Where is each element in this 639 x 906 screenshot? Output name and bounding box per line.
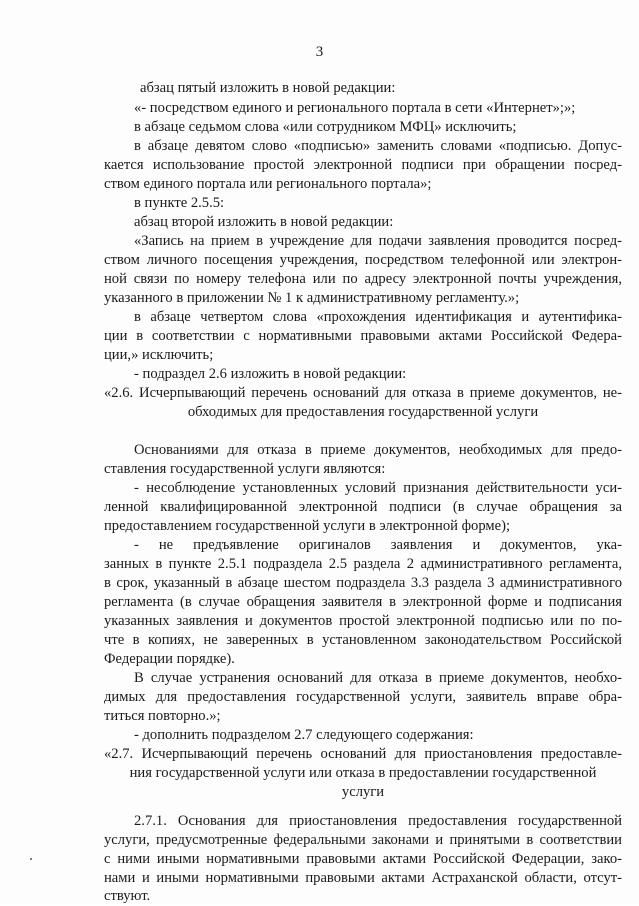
text-line: ством личного посещения учреждения, посредством телефонной или электрон- <box>104 252 622 268</box>
text-line: «- посредством единого и регионального портала в сети «Интернет»;»; <box>134 100 576 116</box>
text-line: регламента (в случае обращения заявителя в электронной форме и подписания <box>104 594 622 610</box>
text-line: ставления государственной услуги являются: <box>104 461 386 477</box>
text-line: димых для предоставления государственной услуги, заявитель вправе обра- <box>104 689 622 705</box>
text-line: - дополнить подразделом 2.7 следующего содержания: <box>134 727 474 743</box>
section-heading: «2.7. Исчерпывающий перечень оснований для приостановления предоставле- <box>104 746 622 762</box>
section-heading: услуги <box>341 784 385 800</box>
scan-speck <box>30 858 32 860</box>
text-line: кается использование простой электронной подписи при обращении посред- <box>104 157 622 173</box>
text-line: услуги, предусмотренные федеральными законами и принятыми в соответствии <box>104 832 622 848</box>
text-line: «Запись на прием в учреждение для подачи заявления проводится посред- <box>134 233 622 249</box>
text-line: указанных заявления и документов простой электронной подписью или по по- <box>104 613 622 629</box>
text-line: ленной квалифицированной электронной подписи (в случае обращения за <box>104 499 622 515</box>
text-line: абзац второй изложить в новой редакции: <box>134 214 394 230</box>
text-line: занных в пункте 2.5.1 подраздела 2.5 раздела 2 административного регламента, <box>104 556 622 572</box>
text-line: 2.7.1. Основания для приостановления предоставления государственной <box>134 813 622 829</box>
text-line: в пункте 2.5.5: <box>134 195 225 211</box>
text-line: - несоблюдение установленных условий признания действительности уси- <box>134 480 622 496</box>
text-line: в срок, указанный в абзаце шестом подраздела 3.3 раздела 3 административного <box>104 575 622 591</box>
text-line: чте в копиях, не заверенных в установленном законодательством Российской <box>104 632 622 648</box>
page-number: 3 <box>315 44 324 60</box>
text-line: нами и иными нормативными правовыми актами Астраханской области, отсут- <box>104 870 622 886</box>
text-line: титься повторно.»; <box>104 708 221 724</box>
section-heading: ния государственной услуги или отказа в предоставлении государственной <box>129 765 597 781</box>
text-line: предоставлением государственной услуги в электронной форме); <box>104 518 511 534</box>
section-heading: обходимых для предоставления государственной услуги <box>187 404 539 420</box>
text-line: ством единого портала или регионального портала»; <box>104 176 432 192</box>
text-line: указанного в приложении № 1 к административному регламенту.»; <box>104 290 520 306</box>
text-line: в абзаце седьмом слова «или сотрудником МФЦ» исключить; <box>134 119 517 135</box>
text-line: ции,» исключить; <box>104 347 214 363</box>
text-line: В случае устранения оснований для отказа в приеме документов, необхо- <box>134 670 622 686</box>
text-line: с ними иными нормативными правовыми актами Российской Федерации, зако- <box>104 851 622 867</box>
text-line: ной связи по номеру телефона или по адресу электронной почты учреждения, <box>104 271 622 287</box>
text-line: в абзаце девятом слово «подписью» заменить словами «подписью. Допус- <box>134 138 622 154</box>
text-line: Основаниями для отказа в приеме документов, необходимых для предо- <box>134 442 622 458</box>
text-line: абзац пятый изложить в новой редакции: <box>140 80 396 96</box>
text-line: ствуют. <box>104 888 151 904</box>
text-line: - подраздел 2.6 изложить в новой редакции: <box>134 366 407 382</box>
text-line: - не предъявление оригиналов заявления и документов, ука- <box>134 537 622 553</box>
text-line: ции в соответствии с нормативными правовыми актами Российской Федера- <box>104 328 622 344</box>
text-line: в абзаце четвертом слова «прохождения идентификация и аутентифика- <box>134 309 622 325</box>
section-heading: «2.6. Исчерпывающий перечень оснований для отказа в приеме документов, не- <box>104 385 622 401</box>
text-line: Федерации порядке). <box>104 651 235 667</box>
